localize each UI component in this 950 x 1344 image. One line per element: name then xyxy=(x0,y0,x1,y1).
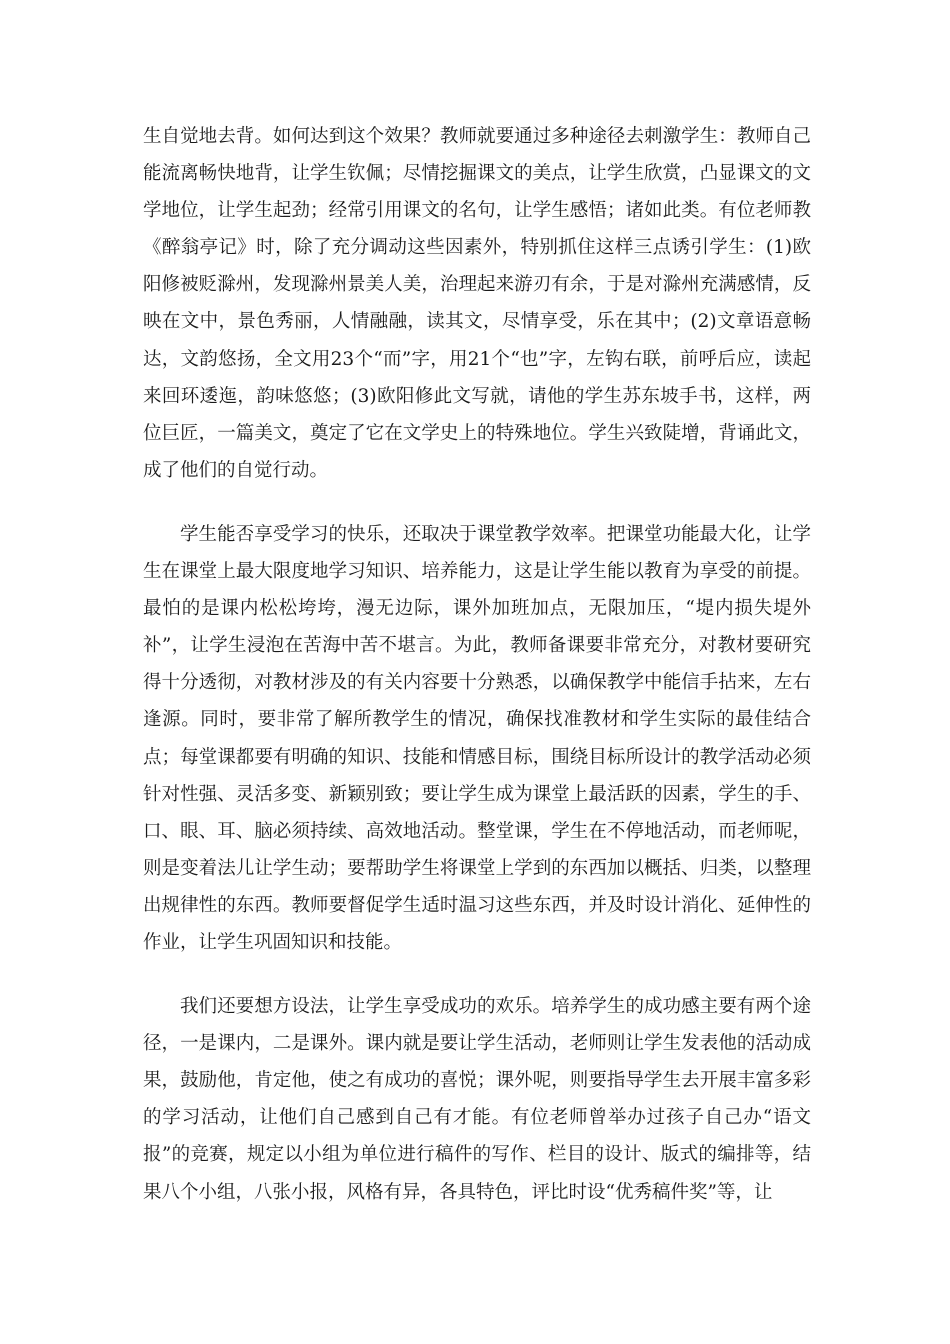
paragraph-3: 我们还要想方设法，让学生享受成功的欢乐。培养学生的成功感主要有两个途径，一是课内，二是课外。课内就是要让学生活动，老师则让学生发表他的活动成果，鼓励他，肯定他，使之有成功的喜悦；课外呢，则要指导学生去开展丰富多彩的学习活动，让他们自己感到自己有才能。有位老师曾举办过孩子自己办“语文报”的竞赛，规定以小组为单位进行稿件的写作、栏目的设计、版式的编排等，结果八个小组，八张小报，风格有异，各具特色，评比时设“优秀稿件奖”等，让 xyxy=(143,996,811,1203)
document-body xyxy=(143,118,811,1211)
paragraph-1: 生自觉地去背。如何达到这个效果？教师就要通过多种途径去刺激学生：教师自己能流离畅快地背，让学生钦佩；尽情挖掘课文的美点，让学生欣赏，凸显课文的文学地位，让学生起劲；经常引用课文的名句，让学生感悟；诸如此类。有位老师教《醉翁亭记》时，除了充分调动这些因素外，特别抓住这样三点诱引学生：(1)欧阳修被贬滁州，发现滁州景美人美，治理起来游刃有余，于是对滁州充满感情，反映在文中，景色秀丽，人情融融，读其文，尽情享受，乐在其中；(2)文章语意畅达，文韵悠扬，全文用23个“而”字，用21个“也”字，左钩右联，前呼后应，读起来回环逶迤，韵味悠悠；(3)欧阳修此文写就，请他的学生苏东坡手书，这样，两位巨匠，一篇美文，奠定了它在文学史上的特殊地位。学生兴致陡增，背诵此文，成了他们的自觉行动。 xyxy=(143,126,811,481)
paragraph-2: 学生能否享受学习的快乐，还取决于课堂教学效率。把课堂功能最大化，让学生在课堂上最大限度地学习知识、培养能力，这是让学生能以教育为享受的前提。最怕的是课内松松垮垮，漫无边际，课外加班加点，无限加压，“堤内损失堤外补”，让学生浸泡在苦海中苦不堪言。为此，教师备课要非常充分，对教材要研究得十分透彻，对教材涉及的有关内容要十分熟悉，以确保教学中能信手拈来，左右逢源。同时，要非常了解所教学生的情况，确保找准教材和学生实际的最佳结合点；每堂课都要有明确的知识、技能和情感目标，围绕目标所设计的教学活动必须针对性强、灵活多变、新颖别致；要让学生成为课堂上最活跃的因素，学生的手、口、眼、耳、脑必须持续、高效地活动。整堂课，学生在不停地活动，而老师呢，则是变着法儿让学生动；要帮助学生将课堂上学到的东西加以概括、归类，以整理出规律性的东西。教师要督促学生适时温习这些东西，并及时设计消化、延伸性的作业，让学生巩固知识和技能。 xyxy=(143,523,811,953)
